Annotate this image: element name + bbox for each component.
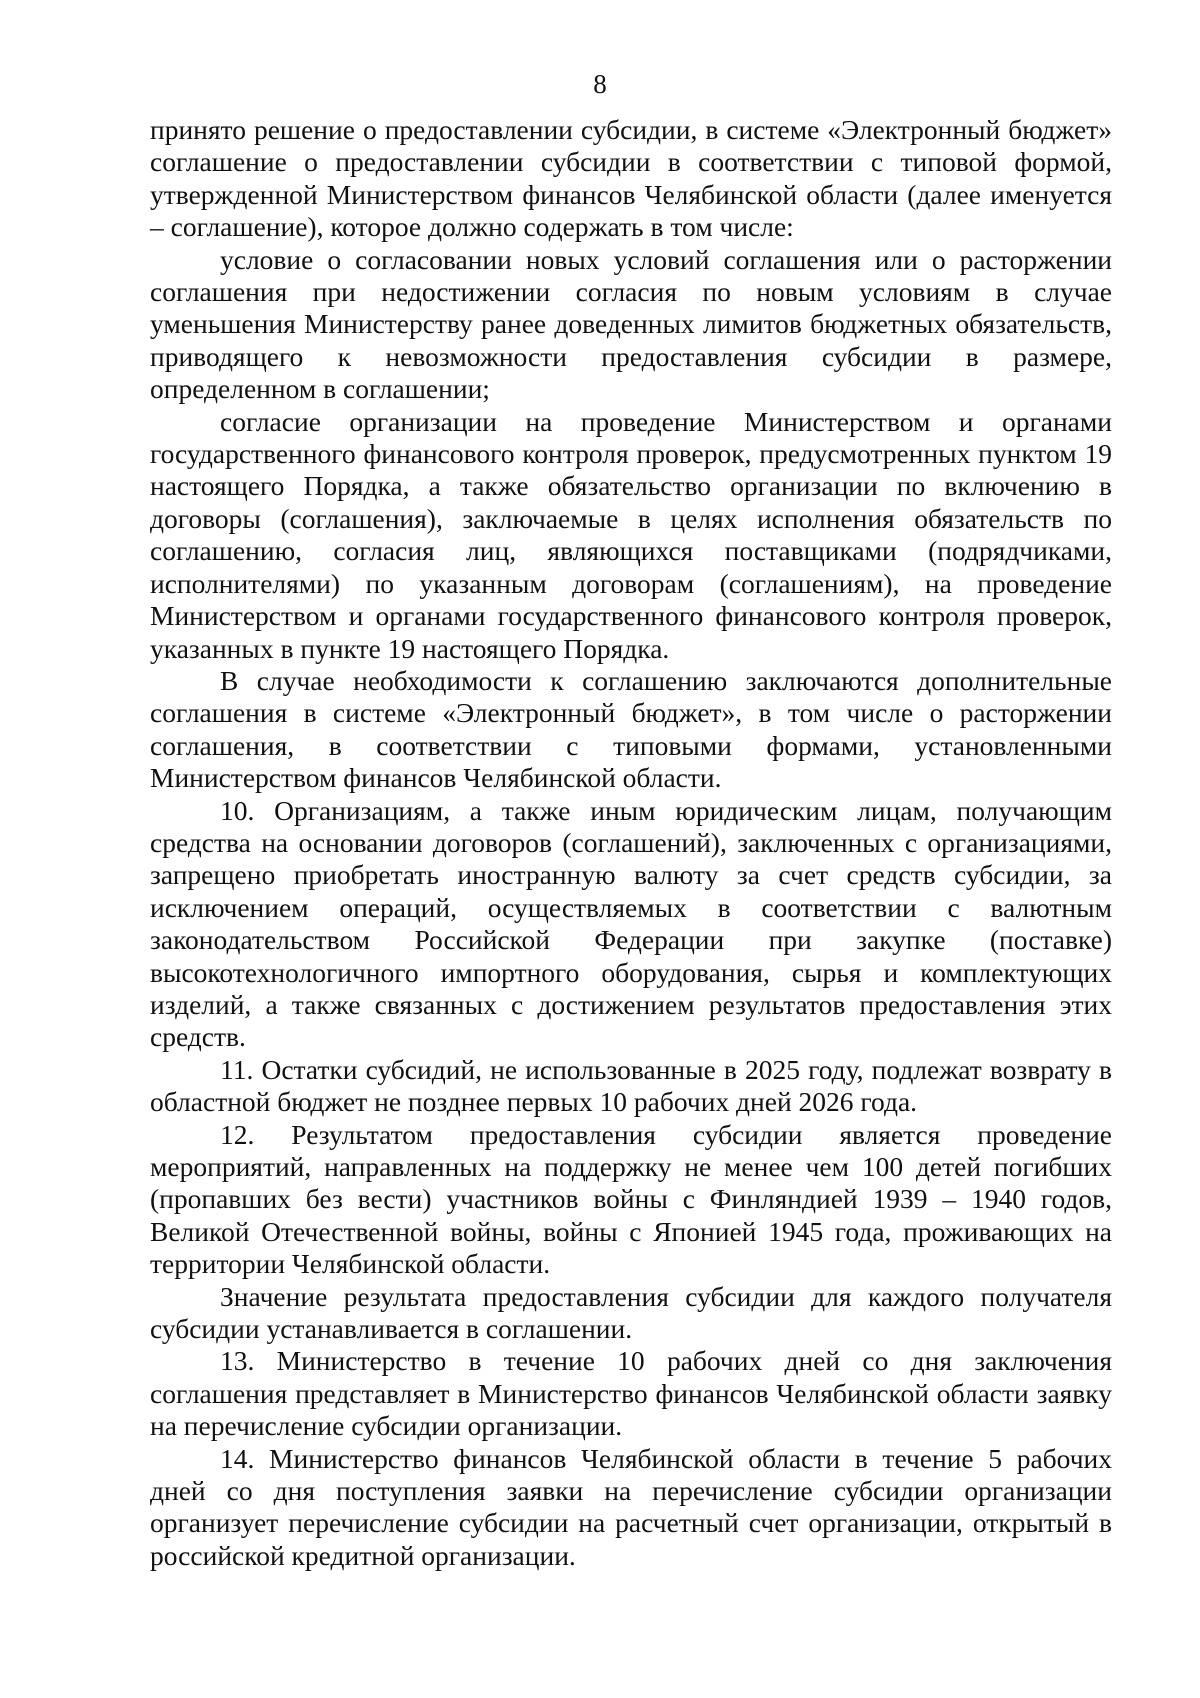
paragraph-item-14: 14. Министерство финансов Челябинской области в течение 5 рабочих дней со дня поступления заявки на перечисление субсидии организации организует перечисление субсидии на расчетный счет организации, открытый в российской кредитной организации. xyxy=(150,1442,1112,1571)
paragraph-additional-agreements: В случае необходимости к соглашению заключаются дополнительные соглашения в системе «Электронный бюджет», в том числе о расторжении соглашения, в соответствии с типовыми формами, установленными Министерством финансов Челябинской области. xyxy=(150,664,1112,794)
paragraph-continuation: принято решение о предоставлении субсидии, в системе «Электронный бюджет» соглашение о предоставлении субсидии в соответствии с типовой формой, утвержденной Министерством финансов Челябинской области (далее именуется – соглашение), которое должно содержать в том числе: xyxy=(150,114,1112,243)
page-number: 8 xyxy=(593,69,607,99)
paragraph-item-13: 13. Министерство в течение 10 рабочих дней со дня заключения соглашения представляет в Министерство финансов Челябинской области заявку на перечисление субсидии организации. xyxy=(150,1345,1112,1442)
document-body xyxy=(150,114,1112,1572)
paragraph-condition: условие о согласовании новых условий соглашения или о расторжении соглашения при недостижении согласия по новым условиям в случае уменьшения Министерству ранее доведенных лимитов бюджетных обязательств, приводящего к невозможности предоставления субсидии в размере, определенном в соглашении; xyxy=(150,243,1112,405)
paragraph-item-12: 12. Результатом предоставления субсидии является проведение мероприятий, направленных на поддержку не менее чем 100 детей погибших (пропавших без вести) участников войны с Финляндией 1939 – 1940 годов, Великой Отечественной войны, войны с Японией 1945 года, проживающих на территории Челябинской области. xyxy=(150,1118,1112,1280)
paragraph-consent: согласие организации на проведение Министерством и органами государственного финансового контроля проверок, предусмотренных пунктом 19 настоящего Порядка, а также обязательство организации по включению в договоры (соглашения), заключаемые в целях исполнения обязательств по соглашению, согласия лиц, являющихся поставщиками (подрядчиками, исполнителями) по указанным договорам (соглашениям), на проведение Министерством и органами государственного финансового контроля проверок, указанных в пункте 19 настоящего Порядка. xyxy=(150,405,1112,664)
paragraph-item-11: 11. Остатки субсидий, не использованные в 2025 году, подлежат возврату в областной бюджет не позднее первых 10 рабочих дней 2026 года. xyxy=(150,1053,1112,1118)
paragraph-result-value: Значение результата предоставления субсидии для каждого получателя субсидии устанавливается в соглашении. xyxy=(150,1280,1112,1345)
paragraph-item-10: 10. Организациям, а также иным юридическим лицам, получающим средства на основании договоров (соглашений), заключенных с организациями, запрещено приобретать иностранную валюту за счет средств субсидии, за исключением операций, осуществляемых в соответствии с валютным законодательством Российской Федерации при закупке (поставке) высокотехнологичного импортного оборудования, сырья и комплектующих изделий, а также связанных с достижением результатов предоставления этих средств. xyxy=(150,794,1112,1053)
